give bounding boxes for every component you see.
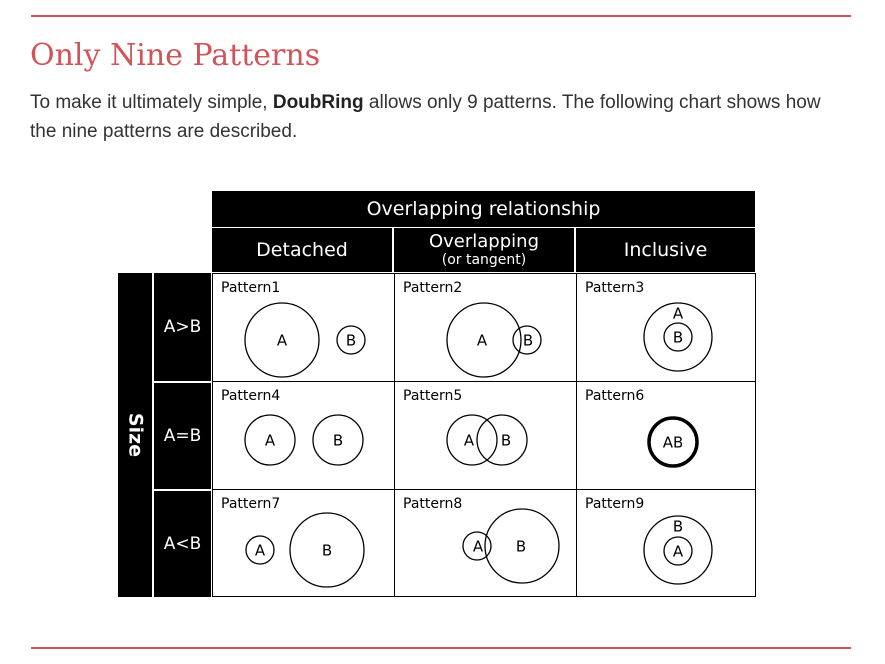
- column-label-detached: Detached: [256, 239, 348, 261]
- circle-b-label: B: [321, 541, 333, 560]
- pattern-label: Pattern9: [585, 496, 645, 512]
- circle-b-label: B: [522, 331, 534, 350]
- circle-b-label: B: [672, 517, 684, 536]
- pattern-1-diagram: [213, 274, 396, 383]
- pattern-label: Pattern1: [221, 280, 281, 296]
- pattern-4-diagram: [213, 382, 396, 491]
- column-header-detached: [212, 228, 392, 272]
- pattern-cell-3: [576, 273, 756, 382]
- pattern-cell-8: [394, 489, 577, 597]
- pattern-9-diagram: [577, 490, 757, 598]
- pattern-7-diagram: [213, 490, 396, 598]
- circle-a-label: A: [476, 331, 488, 350]
- circle-ab-label: AB: [662, 433, 684, 452]
- row-label-a-less-b: A<B: [163, 534, 202, 554]
- pattern-label: Pattern4: [221, 388, 281, 404]
- pattern-label: Pattern3: [585, 280, 645, 296]
- circle-a-label: A: [264, 431, 276, 450]
- row-header-a-equal-b: [154, 383, 211, 489]
- pattern-cell-9: [576, 489, 756, 597]
- column-label-inclusive: Inclusive: [623, 239, 708, 261]
- top-divider: [31, 15, 851, 17]
- circle-b-label: B: [345, 331, 357, 350]
- row-label-a-greater-b: A>B: [163, 317, 202, 337]
- row-label-a-equal-b: A=B: [163, 426, 202, 446]
- bottom-divider: [31, 647, 851, 649]
- size-header: [118, 273, 152, 597]
- intro-paragraph: [30, 88, 840, 146]
- size-label-svg: [118, 273, 152, 597]
- circle-a-label: A: [463, 431, 475, 450]
- row-header-a-greater-b: [154, 273, 211, 381]
- pattern-cell-5: [394, 381, 577, 490]
- intro-text-start: To make it ultimately simple,: [30, 92, 273, 113]
- pattern-cell-4: [212, 381, 395, 490]
- pattern-cell-2: [394, 273, 577, 382]
- circle-a-label: A: [472, 537, 484, 556]
- pattern-6-diagram: [577, 382, 757, 491]
- nine-patterns-chart: [118, 191, 758, 597]
- circle-b-label: B: [672, 328, 684, 347]
- overlapping-relationship-header: [212, 191, 755, 227]
- column-label-overlapping: Overlapping: [428, 230, 539, 252]
- circle-b-label: B: [500, 431, 512, 450]
- column-sublabel-tangent: (or tangent): [441, 251, 527, 268]
- circle-a-label: A: [672, 542, 684, 561]
- pattern-3-diagram: [577, 274, 757, 383]
- pattern-label: Pattern7: [221, 496, 281, 512]
- pattern-cell-1: [212, 273, 395, 382]
- circle-b-label: B: [332, 431, 344, 450]
- pattern-label: Pattern2: [403, 280, 463, 296]
- size-label: Size: [124, 412, 147, 458]
- column-header-inclusive: [576, 228, 755, 272]
- pattern-label: Pattern6: [585, 388, 645, 404]
- pattern-label: Pattern5: [403, 388, 463, 404]
- pattern-cell-6: [576, 381, 756, 490]
- column-header-overlapping: [394, 228, 574, 272]
- product-name: DoubRing: [272, 92, 364, 113]
- circle-a-label: A: [276, 331, 288, 350]
- pattern-8-diagram: [395, 490, 578, 598]
- pattern-cell-7: [212, 489, 395, 597]
- pattern-5-diagram: [395, 382, 578, 491]
- pattern-label: Pattern8: [403, 496, 463, 512]
- intro-text-end: allows only 9 patterns. The following chart shows how the nine patterns are described.: [30, 92, 821, 142]
- circle-a-label: A: [254, 541, 266, 560]
- circle-b-label: B: [515, 537, 527, 556]
- section-title: Only Nine Patterns: [30, 38, 321, 73]
- overlapping-relationship-label: Overlapping relationship: [366, 198, 601, 220]
- circle-a-label: A: [672, 304, 684, 323]
- pattern-2-diagram: [395, 274, 578, 383]
- row-header-a-less-b: [154, 491, 211, 597]
